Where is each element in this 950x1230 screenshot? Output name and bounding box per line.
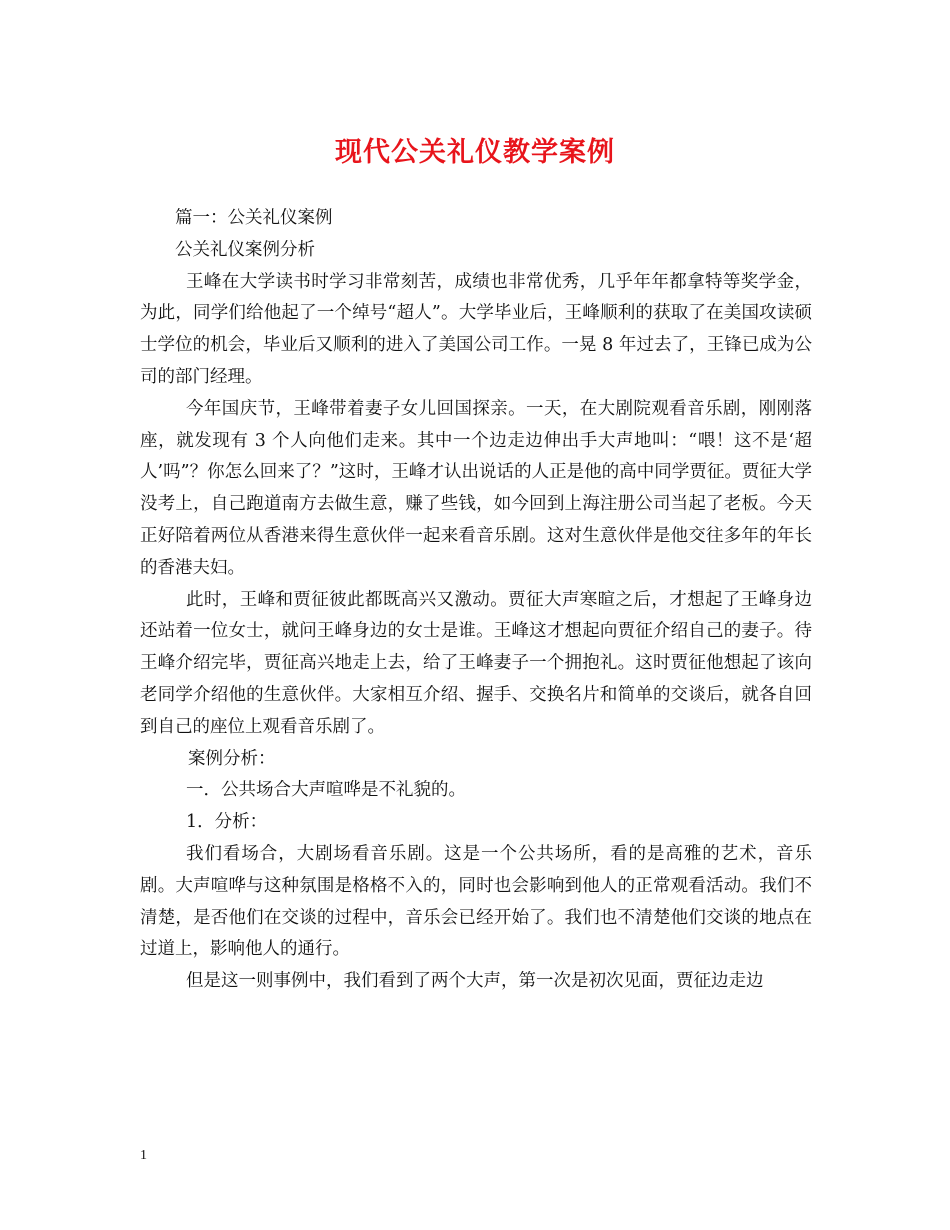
analysis-heading: 案例分析： (188, 748, 276, 769)
subsection-heading: 公关礼仪案例分析 (175, 239, 315, 260)
page-number: 1 (140, 1148, 147, 1163)
body-paragraph: 此时，王峰和贾征彼此都既高兴又激动。贾征大声寒暄之后，才想起了王峰身边还站着一位女士，就问王峰身边的女士是谁。王峰这才想起向贾征介绍自己的妻子。待王峰介绍完毕，贾征高兴地走上去，给了王峰妻子一个拥抱礼。这时贾征他想起了该向老同学介绍他的生意伙伴。大家相互介绍、握手、交换名片和简单的交谈后，就各自回到自己的座位上观看音乐剧了。 (140, 589, 812, 737)
section-heading: 篇一：公关礼仪案例 (175, 208, 333, 228)
body-paragraph: 今年国庆节，王峰带着妻子女儿回国探亲。一天，在大剧院观看音乐剧，刚刚落座，就发现有 3 个人向他们走来。其中一个边走边伸出手大声地叫：“喂！这不是‘超人’吗”？你怎么回来了？”这时，王峰才认出说话的人正是他的高中同学贾征。贾征大学没考上，自己跑道南方去做生意，赚了些钱，如今回到上海注册公司当起了老板。今天正好陪着两位从香港来得生意伙伴一起来看音乐剧。这对生意伙伴是他交往多年的年长的香港夫妇。 (140, 398, 812, 578)
body-paragraph: 1．分析： (186, 812, 268, 833)
page-title: 现代公关礼仪教学案例 (335, 137, 615, 168)
document-body (140, 203, 812, 998)
body-paragraph: 我们看场合，大剧场看音乐剧。这是一个公共场所，看的是高雅的艺术，音乐剧。大声喧哗与这种氛围是格格不入的，同时也会影响到他人的正常观看活动。我们不清楚，是否他们在交谈的过程中，音乐会已经开始了。我们也不清楚他们交谈的地点在过道上，影响他人的通行。 (140, 843, 812, 960)
body-paragraph: 但是这一则事例中，我们看到了两个大声，第一次是初次见面，贾征边走边 (186, 971, 764, 992)
body-paragraph: 一．公共场合大声喧哗是不礼貌的。 (186, 780, 466, 801)
body-paragraph: 王峰在大学读书时学习非常刻苦，成绩也非常优秀，几乎年年都拿特等奖学金，为此，同学们给他起了一个绰号“超人”。大学毕业后，王峰顺利的获取了在美国攻读硕士学位的机会，毕业后又顺利的进入了美国公司工作。一晃 8 年过去了，王锋已成为公司的部门经理。 (140, 271, 812, 387)
